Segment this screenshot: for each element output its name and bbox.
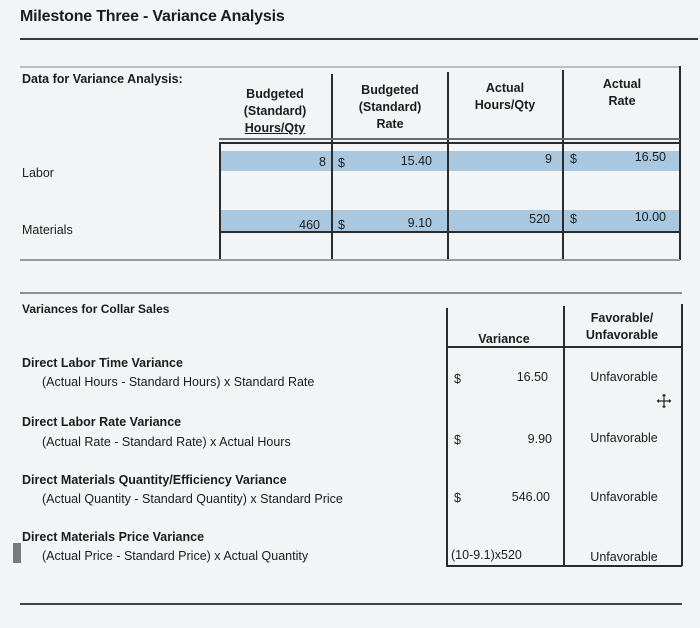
title-divider (20, 38, 698, 40)
header-favorable-unfavorable: Favorable/ Unfavorable (585, 311, 659, 342)
labor-actual-currency: $ (570, 152, 577, 166)
grid-line (681, 304, 683, 566)
materials-budgeted-qty: 460 (299, 218, 320, 232)
data-section-bottom-rule (20, 259, 680, 261)
grid-line (446, 308, 448, 566)
variance-formula-labor-rate: (Actual Rate - Standard Rate) x Actual Hours (42, 435, 291, 449)
materials-actual-qty: 520 (529, 212, 550, 226)
variance-status-materials-price: Unfavorable (590, 550, 658, 564)
variance-formula-materials-price: (Actual Price - Standard Price) x Actual Quantity (42, 549, 309, 563)
header-budgeted-hours: Budgeted (Standard) Hours/Qty (243, 87, 307, 135)
labor-actual-rate: 16.50 (634, 150, 666, 164)
variance-formula-labor-time: (Actual Hours - Standard Hours) x Standard Rate (42, 375, 315, 389)
variance-title-materials-price: Direct Materials Price Variance (22, 530, 205, 544)
header-budgeted-rate: Budgeted (Standard) Rate (358, 83, 422, 131)
variance-value-materials-quantity: 546.00 (511, 490, 550, 504)
variance-section-label: Variances for Collar Sales (22, 302, 170, 316)
variance-title-labor-time: Direct Labor Time Variance (22, 356, 183, 370)
variance-title-labor-rate: Direct Labor Rate Variance (22, 415, 182, 429)
materials-actual-rate: 10.00 (634, 210, 666, 224)
left-edge-marker (13, 543, 21, 563)
row-label-materials: Materials (22, 223, 73, 237)
move-cursor-icon (655, 392, 673, 410)
grid-line (219, 142, 221, 260)
variance-currency-labor-rate: $ (454, 433, 461, 447)
page-bottom-rule (20, 603, 682, 605)
variance-title-materials-quantity: Direct Materials Quantity/Efficiency Variance (22, 473, 287, 487)
materials-actual-currency: $ (570, 212, 577, 226)
row-label-labor: Labor (22, 166, 54, 180)
page-title: Milestone Three - Variance Analysis (20, 8, 285, 25)
labor-budgeted-currency: $ (338, 156, 345, 170)
variance-value-labor-rate: 9.90 (527, 432, 552, 446)
variance-section-top-rule (20, 292, 682, 294)
header-actual-rate: Actual Rate (602, 77, 642, 108)
header-variance: Variance (478, 332, 530, 346)
variance-status-labor-rate: Unfavorable (590, 431, 658, 445)
grid-line (219, 142, 680, 144)
labor-budgeted-rate: 15.40 (400, 154, 432, 168)
grid-line (219, 138, 680, 140)
data-section-label: Data for Variance Analysis: (22, 72, 183, 86)
materials-budgeted-currency: $ (338, 218, 345, 232)
variance-status-materials-quantity: Unfavorable (590, 490, 658, 504)
labor-budgeted-qty: 8 (319, 155, 326, 169)
variance-currency-materials-quantity: $ (454, 491, 461, 505)
grid-line (446, 565, 682, 567)
variance-currency-labor-time: $ (454, 372, 461, 386)
variance-status-labor-time: Unfavorable (590, 370, 658, 384)
variance-formula-materials-quantity: (Actual Quantity - Standard Quantity) x Standard Price (42, 492, 343, 506)
materials-budgeted-rate: 9.10 (407, 216, 432, 230)
labor-actual-qty: 9 (545, 152, 552, 166)
header-actual-hours: Actual Hours/Qty (474, 81, 536, 112)
variance-value-materials-price: (10-9.1)x520 (451, 548, 522, 562)
variance-value-labor-time: 16.50 (516, 370, 548, 384)
data-section-top-rule (20, 66, 680, 68)
grid-line (563, 306, 565, 566)
